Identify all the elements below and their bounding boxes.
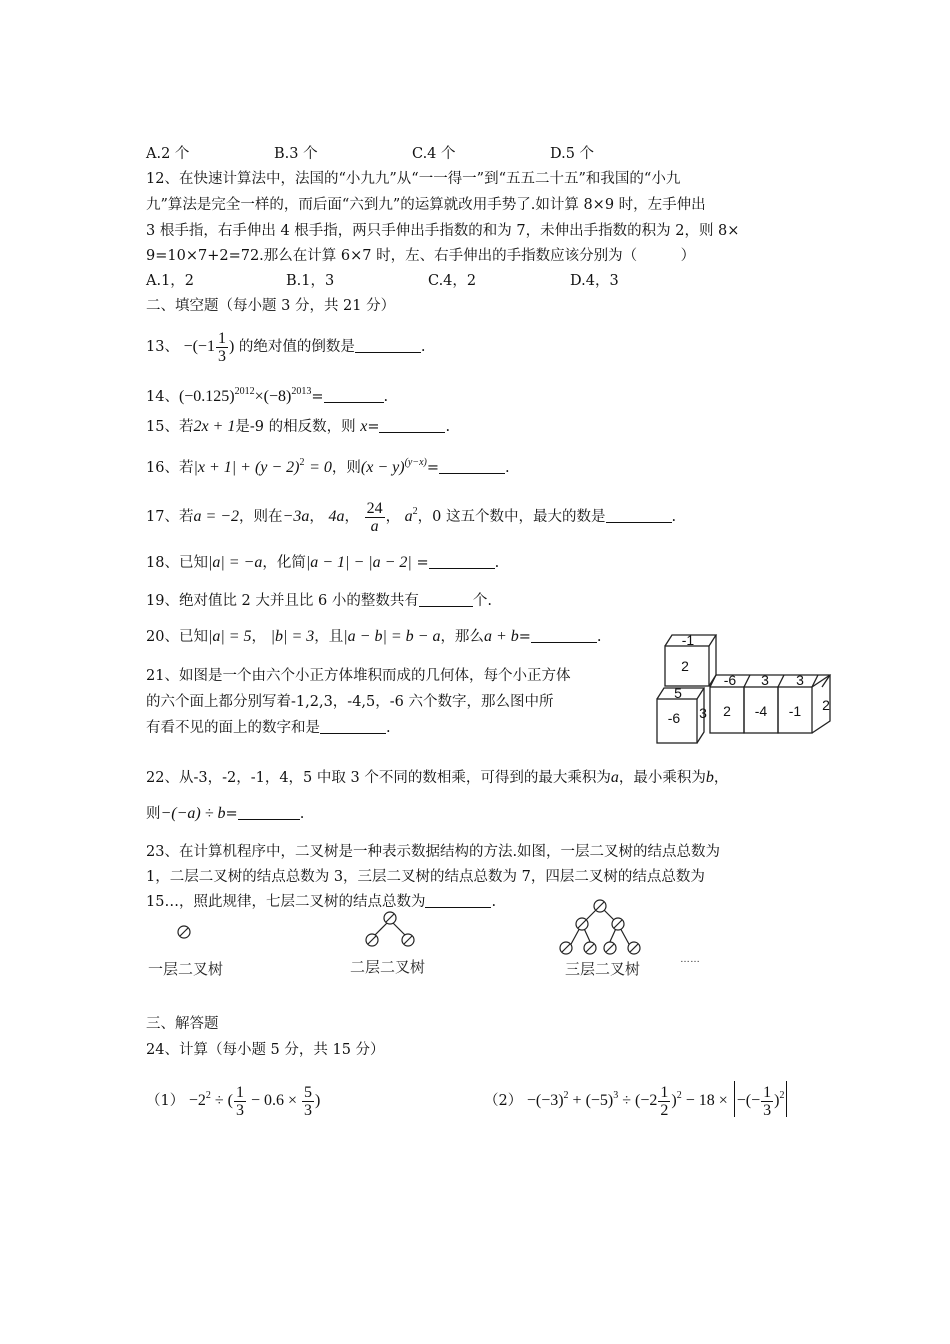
- q24-part-1-expression: $-2^2$ ÷ ( $\frac{1}{3}$ − 0.6 × $\frac{5}{3}$ ): [188, 1083, 321, 1119]
- q12-line-1: 12、在快速计算法中，法国的“小九九”从“一一得一”到“五五二十五”和我国的“小九: [146, 171, 681, 187]
- q17-text1: ，则在: [239, 509, 283, 525]
- q21-line-1: 21、如图是一个由六个小正方体堆积而成的几何体，每个小正方体: [146, 668, 571, 684]
- q13-text: 的绝对值的倒数是: [238, 339, 355, 355]
- q21-cube-label-row-front-1: 2: [723, 703, 731, 719]
- q24-part-2-expression: $-(-3)^2 + (-5)^3 \div (-2$ $\frac{1}{2}$ )$^2$ − 18 × −(− $\frac{1}{3}$ )$^2$: [527, 1092, 790, 1109]
- q14-number: 14、: [146, 389, 179, 405]
- q22-line-1-text: 22、从-3，-2，-1，4，5 中取 3 个不同的数相乘，可得到的最大乘积为: [146, 770, 611, 786]
- q12-option-b: B.1，3: [286, 273, 335, 289]
- q18-condition: |a| = −a: [207, 554, 263, 571]
- q21-cube-label-row-front-2: -4: [754, 703, 768, 719]
- q20-cond-1: |a| = 5: [207, 628, 252, 645]
- q22-line-2: [146, 804, 304, 824]
- q16-answer-blank[interactable]: [439, 459, 505, 474]
- q21-line-3: [146, 718, 391, 738]
- q14-exp2: 2013: [291, 386, 312, 397]
- q21-cube-label-top-front: 2: [681, 658, 689, 674]
- tree-level-2: [366, 912, 414, 946]
- q21-cube-label-left-front: -6: [667, 710, 681, 726]
- q20-cond-2: |b| = 3: [270, 628, 315, 645]
- q15: [146, 417, 450, 437]
- q20: [146, 627, 602, 647]
- q13-number: 13、: [146, 339, 179, 355]
- q21-cube-label-left-side: 3: [699, 705, 707, 721]
- q20-number: 20、已知: [146, 629, 208, 645]
- q23-line-2: 1，二层二叉树的结点总数为 3，三层二叉树的结点总数为 7，四层二叉树的结点总数为: [146, 869, 705, 885]
- q23-tree-figure: [140, 896, 720, 986]
- q14-end: .: [383, 389, 389, 405]
- q17-term-2: 4a: [328, 508, 345, 525]
- q17-sep-1: ，: [309, 509, 324, 525]
- q14: [146, 382, 388, 407]
- tree-level-1: [178, 926, 190, 938]
- q22-mid: ，最小乘积为: [618, 770, 706, 786]
- q21-cube-label-left-top: 5: [674, 685, 682, 701]
- q15-expression: 2x + 1: [193, 418, 236, 435]
- q20-answer-blank[interactable]: [531, 628, 597, 643]
- q17-frac-num: 24: [366, 499, 383, 517]
- q21-cube-label-row-top-2: 3: [761, 672, 769, 688]
- q14-base1: (−0.125): [178, 388, 235, 405]
- q17-condition: a = −2: [193, 508, 240, 525]
- q21-line-3-text: 有看不见的面上的数字和是: [146, 720, 320, 736]
- q21-cube-label-top: -1: [681, 632, 695, 648]
- q21-end: .: [386, 720, 391, 736]
- q20-expression: a + b: [483, 628, 519, 645]
- q24-part-2-label: （2）: [484, 1093, 523, 1109]
- q17-sep-3: ，: [385, 509, 401, 525]
- q23-end: .: [491, 894, 497, 910]
- q15-answer-blank[interactable]: [379, 418, 445, 433]
- q15-end: .: [445, 419, 451, 435]
- q24-part-1: [146, 1076, 320, 1121]
- q22-end: .: [299, 806, 305, 822]
- q17-sep-2: ，: [344, 509, 359, 525]
- q22-answer-blank[interactable]: [238, 805, 300, 820]
- q21-line-2: 的六个面上都分别写着-1,2,3，-4,5，-6 六个数字，那么图中所: [146, 694, 554, 710]
- q22-line-1: [146, 768, 728, 788]
- q18-eq: =: [416, 555, 429, 571]
- tree-label-level-2: 二层二叉树: [350, 959, 426, 976]
- q21-cube-label-row-top-3: 3: [796, 672, 804, 688]
- q11-option-c: C.4 个: [412, 146, 456, 162]
- q21-cube-label-row-front-3: -1: [788, 703, 802, 719]
- q13-end: .: [420, 339, 426, 355]
- q20-eq: =: [518, 629, 531, 645]
- q18-end: .: [494, 555, 500, 571]
- q20-cond-3: |a − b| = b − a: [343, 628, 441, 645]
- q22-var-b: b: [705, 769, 714, 786]
- q16-exp: 2: [299, 457, 305, 468]
- q16-exp3: (y−x): [404, 457, 427, 468]
- q19: [146, 591, 492, 611]
- q21-cube-label-row-top-1: -6: [723, 672, 737, 688]
- q16-expr2: = 0: [309, 459, 332, 476]
- q21-cube-figure: [652, 628, 842, 748]
- q12-option-d: D.4，3: [570, 273, 619, 289]
- tree-level-3: [560, 900, 640, 954]
- q22-expression: −(−a) ÷ b: [160, 805, 226, 822]
- q21-cube-label-right-side: 2: [822, 697, 830, 713]
- q17-frac-den: a: [370, 517, 379, 535]
- q17-term-1: −3a: [282, 508, 310, 525]
- q14-eq: =: [311, 389, 324, 405]
- q22-comma: ，: [713, 770, 729, 786]
- q17-text2: ，0 这五个数中，最大的数是: [417, 509, 606, 525]
- tree-label-level-1: 一层二叉树: [148, 961, 224, 978]
- tree-label-level-3: 三层二叉树: [565, 961, 641, 978]
- q16-number: 16、若: [146, 460, 194, 476]
- q17: [146, 492, 676, 537]
- q13: [146, 328, 425, 366]
- q20-text2: ，那么: [440, 629, 484, 645]
- q16-eq: =: [426, 460, 440, 476]
- q23-line-1: 23、在计算机程序中，二叉树是一种表示数据结构的方法.如图，一层二叉树的结点总数为: [146, 844, 721, 860]
- q15-number: 15、若: [146, 419, 194, 435]
- q20-end: .: [596, 629, 602, 645]
- q16: [146, 453, 510, 478]
- q16-expr3: (x − y): [360, 459, 405, 476]
- q15-eq: =: [367, 419, 380, 435]
- q19-end: 个.: [472, 593, 492, 609]
- q18-text: ，化简: [262, 555, 306, 571]
- tree-ellipsis: ……: [680, 954, 700, 965]
- section-3-heading: 三、解答题: [146, 1016, 219, 1032]
- q24-part-2: [484, 1076, 789, 1121]
- q22-then: 则: [146, 806, 161, 822]
- q14-exp1: 2012: [234, 386, 255, 397]
- q22-var-a: a: [610, 769, 619, 786]
- q12-option-a: A.1，2: [146, 273, 195, 289]
- q13-expression: −(−1 $\frac{1}{3}$ ): [183, 329, 235, 365]
- q21-answer-blank[interactable]: [320, 719, 386, 734]
- q14-answer-blank[interactable]: [324, 388, 384, 403]
- q11-option-b: B.3 个: [274, 146, 318, 162]
- q14-mid: ×(−8): [254, 388, 292, 405]
- q12-line-4: 9=10×7+2=72.那么在计算 6×7 时，左、右手伸出的手指数应该分别为（ ）: [146, 248, 696, 264]
- q17-term-3: [365, 500, 385, 535]
- q18: [146, 553, 499, 573]
- q15-var: x: [360, 418, 368, 435]
- q15-text: 是-9 的相反数，则: [235, 419, 356, 435]
- q24-part-1-label: （1）: [146, 1093, 185, 1109]
- q12-option-c: C.4，2: [428, 273, 477, 289]
- q13-answer-blank[interactable]: [355, 338, 421, 353]
- q17-term-4: a: [404, 508, 413, 525]
- section-2-heading: 二、填空题（每小题 3 分，共 21 分）: [146, 298, 396, 314]
- q17-end: .: [671, 509, 677, 525]
- q20-text: ，且: [314, 629, 344, 645]
- q19-answer-blank[interactable]: [419, 592, 473, 607]
- q24-title: 24、计算（每小题 5 分，共 15 分）: [146, 1042, 385, 1058]
- q20-sep: ，: [251, 629, 267, 645]
- q11-option-a: A.2 个: [146, 146, 190, 162]
- q17-number: 17、若: [146, 509, 194, 525]
- q19-text: 19、绝对值比 2 大并且比 6 小的整数共有: [146, 593, 419, 609]
- q18-answer-blank[interactable]: [429, 554, 495, 569]
- q16-expr1: |x + 1| + (y − 2): [193, 459, 300, 476]
- q12-line-2: 九”算法是完全一样的，而后面“六到九”的运算就改用手势了.如计算 8×9 时，左手伸出: [146, 197, 706, 213]
- q12-line-3: 3 根手指，右手伸出 4 根手指，两只手伸出手指数的和为 7，未伸出手指数的积为 2，则 8×: [146, 223, 740, 239]
- q18-number: 18、已知: [146, 555, 208, 571]
- q18-expression: |a − 1| − |a − 2|: [305, 554, 412, 571]
- q16-text: ，则: [331, 460, 361, 476]
- q23-line-3-text: 15…，照此规律，七层二叉树的结点总数为: [146, 894, 426, 910]
- q11-option-d: D.5 个: [550, 146, 595, 162]
- q22-eq: =: [225, 806, 238, 822]
- q17-answer-blank[interactable]: [606, 508, 672, 523]
- q17-term-4-exp: 2: [412, 506, 418, 517]
- q16-end: .: [505, 460, 510, 476]
